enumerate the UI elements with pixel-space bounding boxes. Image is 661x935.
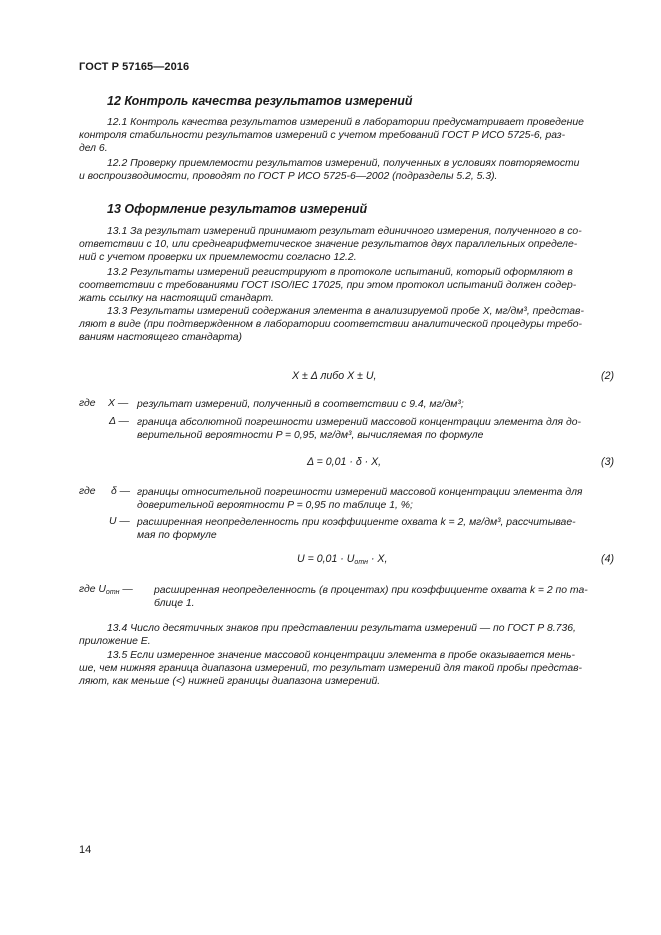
paragraph-13-3: 13.3 Результаты измерений содержания элемента в анализируемой пробе X, мг/дм³, представ- ляют в виде (при подтвержденном в лаборатории соответствии аналитической процедуры требо- ваниям настоящего стандарта)	[79, 306, 584, 344]
formula-4-subscript: отн	[354, 559, 368, 566]
symbol-u-otn-description: расширенная неопределенность (в процентах) при коэффициенте охвата k = 2 по та- блице 1.	[154, 585, 588, 610]
paragraph-12-2: 12.2 Проверку приемлемости результатов измерений, полученных в условиях повторяемости и воспроизводимости, проводят по ГОСТ Р ИСО 5725-6—2002 (подразделы 5.2, 5.3).	[79, 158, 580, 183]
symbol-u-otn	[79, 584, 133, 596]
where-u-dash: —	[119, 584, 133, 595]
equation-number-3: (3)	[601, 456, 614, 468]
section-12-title: 12 Контроль качества результатов измерений	[107, 94, 413, 108]
symbol-small-delta-description: границы относительной погрешности измерений массовой концентрации элемента для доверительной вероятности P = 0,95 по таблице 1, %;	[137, 487, 583, 512]
paragraph-13-5: 13.5 Если измеренное значение массовой концентрации элемента в пробе оказывается мень- ше, чем нижняя граница диапазона измерений, то результат измерений для такой пробы представ- ляют, как меньше (<) нижней границы диапазона измерений.	[79, 650, 582, 688]
symbol-x-description: результат измерений, полученный в соответствии с 9.4, мг/дм³;	[137, 399, 464, 410]
paragraph-13-4: 13.4 Число десятичных знаков при представлении результата измерений — по ГОСТ Р 8.736, приложение Е.	[79, 623, 576, 648]
paragraph-13-2: 13.2 Результаты измерений регистрируют в протоколе испытаний, который оформляют в соответствии с требованиями ГОСТ ISO/IEC 17025, при этом протокол испытаний должен содер- жать ссылку на настоящий стандарт.	[79, 267, 577, 305]
equation-number-2: (2)	[601, 370, 614, 382]
equation-number-4: (4)	[601, 553, 614, 565]
formula-2: X ± Δ либо X ± U,	[292, 370, 377, 382]
formula-4-end: · X,	[368, 553, 388, 565]
formula-3: Δ = 0,01 · δ · X,	[307, 456, 382, 468]
where-u-subscript: отн	[105, 589, 120, 596]
symbol-delta: Δ —	[109, 416, 129, 427]
page-number: 14	[79, 844, 92, 856]
where-u-main: где U	[79, 584, 106, 595]
where-label: где	[79, 398, 96, 409]
symbol-small-delta: δ —	[111, 486, 131, 497]
paragraph-13-1: 13.1 За результат измерений принимают результат единичного измерения, полученного в со- ответствии с 10, или среднеарифметическое значение результатов двух параллельных определе- ний с учетом проверки их приемлемости согласно 12.2.	[79, 226, 582, 264]
document-code: ГОСТ Р 57165—2016	[79, 61, 190, 73]
formula-4-main: U = 0,01 · U	[297, 553, 355, 565]
symbol-x: X —	[108, 398, 129, 409]
symbol-delta-description: граница абсолютной погрешности измерений массовой концентрации элемента для до- верительной вероятности P = 0,95, мг/дм³, вычисляемая по формуле	[137, 417, 581, 442]
symbol-u: U —	[109, 516, 130, 527]
section-13-title: 13 Оформление результатов измерений	[107, 202, 368, 216]
paragraph-12-1: 12.1 Контроль качества результатов измерений в лаборатории предусматривает проведение контроля стабильности результатов измерений с учетом требований ГОСТ Р ИСО 5725-6, раз- дел 6.	[79, 117, 584, 155]
where-label-2: где	[79, 486, 96, 497]
symbol-u-description: расширенная неопределенность при коэффициенте охвата k = 2, мг/дм³, рассчитывае- мая по формуле	[137, 517, 576, 542]
formula-4	[297, 553, 387, 566]
